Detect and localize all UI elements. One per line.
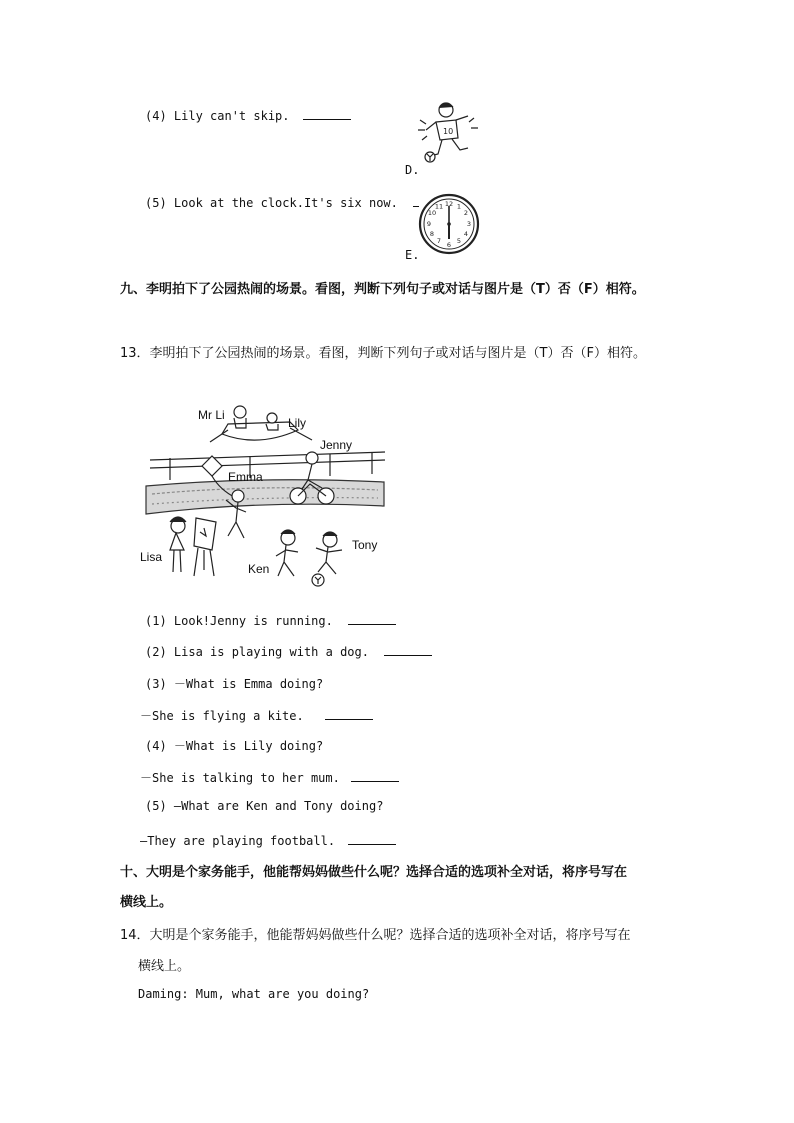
answer-blank[interactable] xyxy=(348,832,396,845)
question-14-line2: 横线上。 xyxy=(138,959,191,974)
item-5-line xyxy=(145,194,419,210)
item-text: －She is flying a kite. xyxy=(140,709,304,723)
item-text: —They are playing football. xyxy=(140,834,336,848)
option-d: D. xyxy=(405,163,420,177)
svg-text:10: 10 xyxy=(427,209,437,217)
item-4-text: (4) Lily can't skip. xyxy=(145,109,290,123)
answer-blank[interactable] xyxy=(348,612,396,625)
picture-football-boy xyxy=(416,100,482,164)
svg-text:5: 5 xyxy=(456,237,462,245)
picture-clock xyxy=(418,193,480,255)
label-ken: Ken xyxy=(248,562,270,576)
label-lily: Lily xyxy=(288,416,307,430)
answer-blank[interactable] xyxy=(325,707,373,720)
svg-text:1: 1 xyxy=(456,202,462,211)
svg-text:12: 12 xyxy=(444,200,454,208)
section-9-heading: 九、李明拍下了公园热闹的场景。看图，判断下列句子或对话与图片是（T）否（F）相符。 xyxy=(120,282,645,297)
section-10-heading-line1: 十、大明是个家务能手，他能帮妈妈做些什么呢？选择合适的选项补全对话，将序号写在 xyxy=(120,865,628,880)
item-text: －She is talking to her mum. xyxy=(140,771,340,785)
part9-item-4-a xyxy=(140,769,399,786)
svg-text:2: 2 xyxy=(463,209,469,217)
question-13: 13．李明拍下了公园热闹的场景。看图，判断下列句子或对话与图片是（T）否（F）相符。 xyxy=(120,346,646,361)
item-text: (1) Look!Jenny is running. xyxy=(145,614,333,628)
label-mr-li: Mr Li xyxy=(198,408,225,422)
answer-blank[interactable] xyxy=(384,643,432,656)
item-text: (2) Lisa is playing with a dog. xyxy=(145,645,369,659)
label-lisa: Lisa xyxy=(140,550,163,564)
answer-blank[interactable] xyxy=(351,769,399,782)
svg-text:6: 6 xyxy=(446,241,452,249)
label-tony: Tony xyxy=(352,538,378,552)
part9-item-3-a xyxy=(140,707,373,724)
label-emma: Emma xyxy=(228,470,263,484)
part9-item-3-q: (3) －What is Emma doing? xyxy=(145,677,324,691)
part9-item-4-q: (4) －What is Lily doing? xyxy=(145,739,324,753)
svg-text:10: 10 xyxy=(443,127,454,136)
section-10-heading-line2: 横线上。 xyxy=(120,895,173,910)
part9-item-5-a xyxy=(140,832,396,848)
svg-text:3: 3 xyxy=(466,220,472,228)
part9-item-2 xyxy=(145,643,432,659)
option-e: E. xyxy=(405,248,420,262)
label-jenny: Jenny xyxy=(320,438,353,452)
svg-text:8: 8 xyxy=(429,230,435,238)
dialog-daming-line: Daming: Mum, what are you doing? xyxy=(138,987,370,1001)
svg-text:7: 7 xyxy=(436,237,442,245)
answer-blank[interactable] xyxy=(303,107,351,120)
svg-text:11: 11 xyxy=(434,202,444,211)
question-14-line1: 14．大明是个家务能手，他能帮妈妈做些什么呢？选择合适的选项补全对话，将序号写在 xyxy=(120,928,631,943)
park-scene-picture xyxy=(140,400,390,592)
item-5-text: (5) Look at the clock.It's six now. xyxy=(145,196,398,210)
svg-text:4: 4 xyxy=(463,230,469,238)
part9-item-5-q: (5) —What are Ken and Tony doing? xyxy=(145,799,384,813)
svg-text:9: 9 xyxy=(426,220,432,228)
item-4-line xyxy=(145,107,351,123)
part9-item-1 xyxy=(145,612,396,628)
